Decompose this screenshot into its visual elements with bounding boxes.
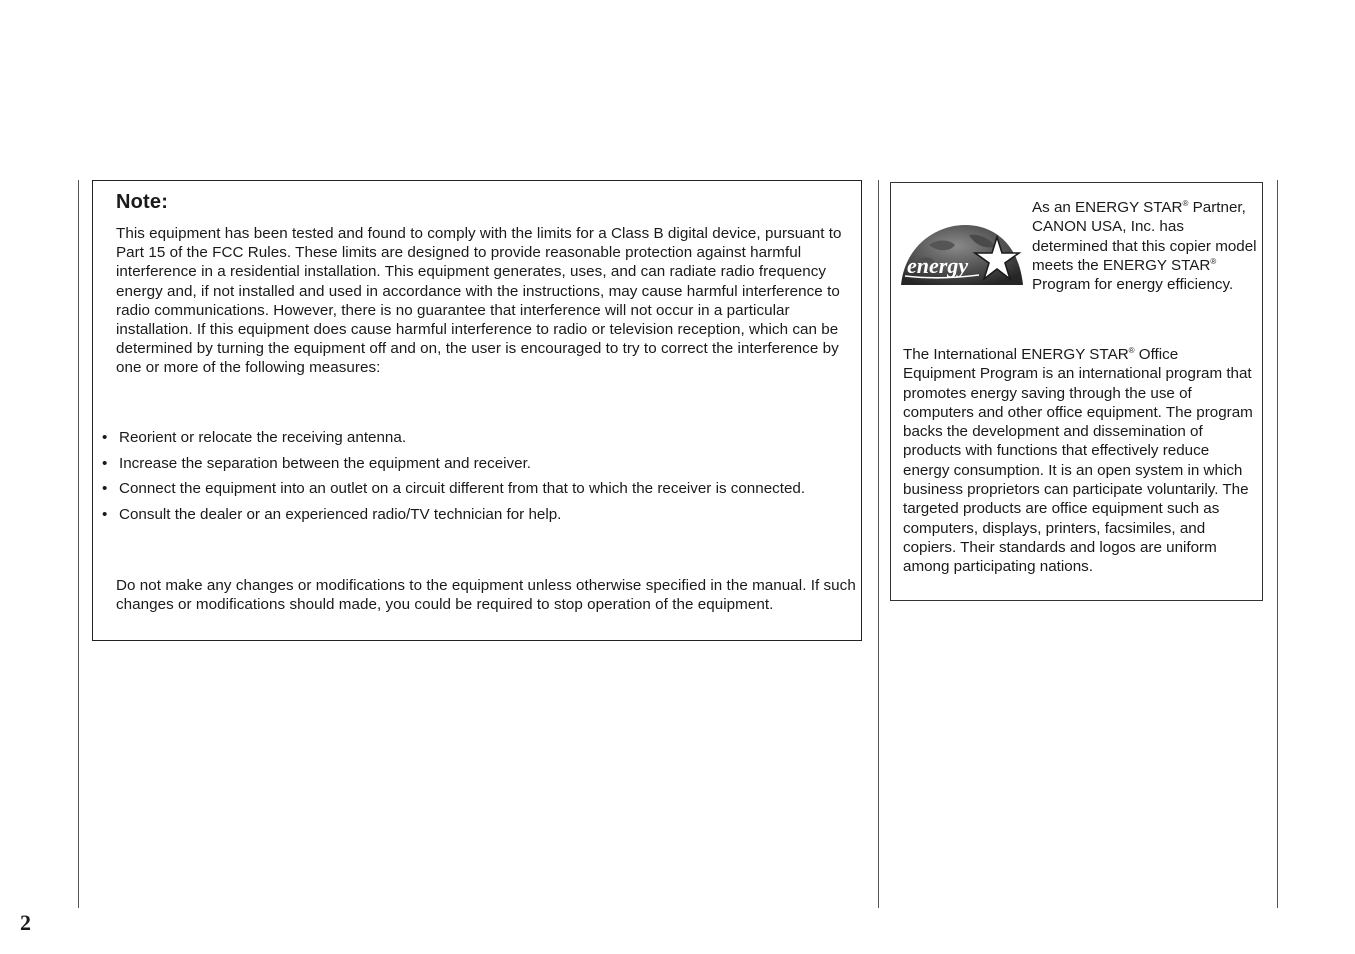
energy-star-program-description: The International ENERGY STAR® Office Equipment Program is an international program that promotes energy saving through the use of computers and other office equipment. The program backs the development and dissemination of products with functions that effectively reduce energy consumption. It is an open system in which business proprietors can participate voluntarily. The targeted products are office equipment such as computers, displays, printers, facsimiles, and copiers. Their standards and logos are uniform among participating nations.	[903, 346, 1253, 576]
energy-star-logo-icon	[899, 223, 1025, 289]
list-item	[102, 505, 852, 524]
bullet-icon: •	[102, 506, 108, 524]
column-divider-rule	[878, 180, 879, 908]
note-paragraph-modifications: Do not make any changes or modifications to the equipment unless otherwise specified in the manual. If such changes or modifications should made, you could be required to stop operation of the equipment.	[116, 577, 856, 614]
bullet-icon: •	[102, 429, 108, 446]
list-item	[102, 454, 852, 473]
energy-logo-text: energy	[907, 253, 969, 278]
right-margin-rule	[1277, 180, 1278, 908]
interference-measures-list	[102, 428, 852, 531]
list-item-text: Connect the equipment into an outlet on a circuit different from that to which the receiver is connected.	[119, 480, 806, 498]
energy-star-intro: As an ENERGY STAR® Partner, CANON USA, Inc. has determined that this copier model meets the ENERGY STAR® Program for energy efficiency.	[1032, 199, 1257, 294]
list-item-text: Consult the dealer or an experienced radio/TV technician for help.	[119, 506, 562, 524]
list-item	[102, 479, 852, 498]
note-title: Note:	[116, 191, 169, 213]
page-number: 2	[20, 910, 31, 935]
registered-mark: ®	[1128, 346, 1135, 355]
registered-mark: ®	[1210, 256, 1217, 266]
energy-star-box	[890, 182, 1263, 601]
registered-mark: ®	[1182, 199, 1189, 208]
note-paragraph-compliance: This equipment has been tested and found to comply with the limits for a Class B digital device, pursuant to Part 15 of the FCC Rules. These limits are designed to provide reasonable protection against harmful interference in a residential installation. This equipment generates, uses, and can radiate radio frequency energy and, if not installed and used in accordance with the instructions, may cause harmful interference to radio communications. However, there is no guarantee that interference will not occur in a particular installation. If this equipment does cause harmful interference to radio or television reception, which can be determined by turning the equipment off and on, the user is encouraged to try to correct the interference by one or more of the following measures:	[116, 225, 842, 377]
list-item	[102, 428, 852, 447]
left-margin-rule	[78, 180, 79, 908]
fcc-note-box	[92, 180, 862, 641]
list-item-text: Reorient or relocate the receiving antenna.	[119, 429, 407, 446]
bullet-icon: •	[102, 454, 108, 472]
bullet-icon: •	[102, 480, 108, 498]
list-item-text: Increase the separation between the equipment and receiver.	[119, 454, 532, 472]
